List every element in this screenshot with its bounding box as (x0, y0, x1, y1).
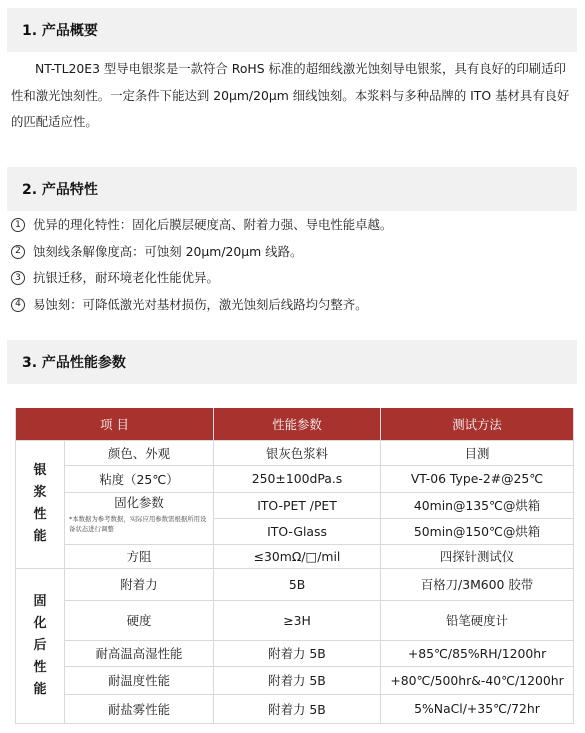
table-row: 耐高温高湿性能 附着力 5B +85℃/85%RH/1200hr (16, 640, 574, 666)
circled-number: 4 (11, 298, 25, 312)
group-label-paste: 银 浆 性 能 (16, 440, 65, 568)
table-header-row (16, 408, 574, 440)
list-item: 1 优异的理化特性：固化后膜层硬度高、附着力强、导电性能卓越。 (11, 212, 577, 239)
circled-number: 1 (11, 218, 25, 232)
section-title: 1. 产品概要 (22, 23, 98, 39)
circled-number: 2 (11, 245, 25, 259)
list-item: 2 蚀刻线条解像度高：可蚀刻 20μm/20μm 线路。 (11, 239, 577, 266)
header-param: 性能参数 (214, 408, 381, 440)
list-item: 4 易蚀刻：可降低激光对基材损伤，激光蚀刻后线路均匀整齐。 (11, 292, 577, 319)
header-method: 测试方法 (381, 408, 574, 440)
cure-item-cell: 固化参数 *本数据为参考数据，实际应用参数需根据所用设备状态进行调整 (65, 492, 214, 544)
section-header-features (7, 167, 577, 211)
circled-number: 3 (11, 271, 25, 285)
header-item: 项 目 (16, 408, 214, 440)
cure-note: *本数据为参考数据，实际应用参数需根据所用设备状态进行调整 (69, 514, 207, 533)
table-row: 固 化 后 性 能 附着力 5B 百格刀/3M600 胶带 (16, 568, 574, 600)
overview-paragraph: NT-TL20E3 型导电银浆是一款符合 RoHS 标准的超细线激光蚀刻导电银浆，具有良好的印刷适印性和激光蚀刻性。一定条件下能达到 20μm/20μm 细线蚀刻。本浆料与多种品牌的 ITO 基材具有良好的匹配适应性。 (11, 61, 570, 129)
performance-table (15, 408, 574, 724)
section-title: 2. 产品特性 (22, 182, 98, 198)
table-row: 银 浆 性 能 颜色、外观 银灰色浆料 目测 (16, 440, 574, 465)
group-label-cured: 固 化 后 性 能 (16, 568, 65, 723)
feature-list (11, 212, 577, 318)
section-header-overview (7, 8, 577, 52)
section-header-parameters (7, 340, 577, 384)
list-item: 3 抗银迁移，耐环境老化性能优异。 (11, 265, 577, 292)
table-row: 粘度（25℃） 250±100dPa.s VT-06 Type-2#@25℃ (16, 465, 574, 492)
table-row: 固化参数 *本数据为参考数据，实际应用参数需根据所用设备状态进行调整 ITO-PET /PET 40min@135℃@烘箱 (16, 492, 574, 518)
table-row: 耐盐雾性能 附着力 5B 5%NaCl/+35℃/72hr (16, 694, 574, 723)
section-title: 3. 产品性能参数 (22, 355, 126, 371)
table-row: 方阻 ≤30mΩ/□/mil 四探针测试仪 (16, 544, 574, 568)
table-row: 耐温度性能 附着力 5B +80℃/500hr&-40℃/1200hr (16, 666, 574, 694)
table-row: ITO-Glass 50min@150℃@烘箱 (16, 518, 574, 544)
table-row: 硬度 ≥3H 铅笔硬度计 (16, 600, 574, 640)
